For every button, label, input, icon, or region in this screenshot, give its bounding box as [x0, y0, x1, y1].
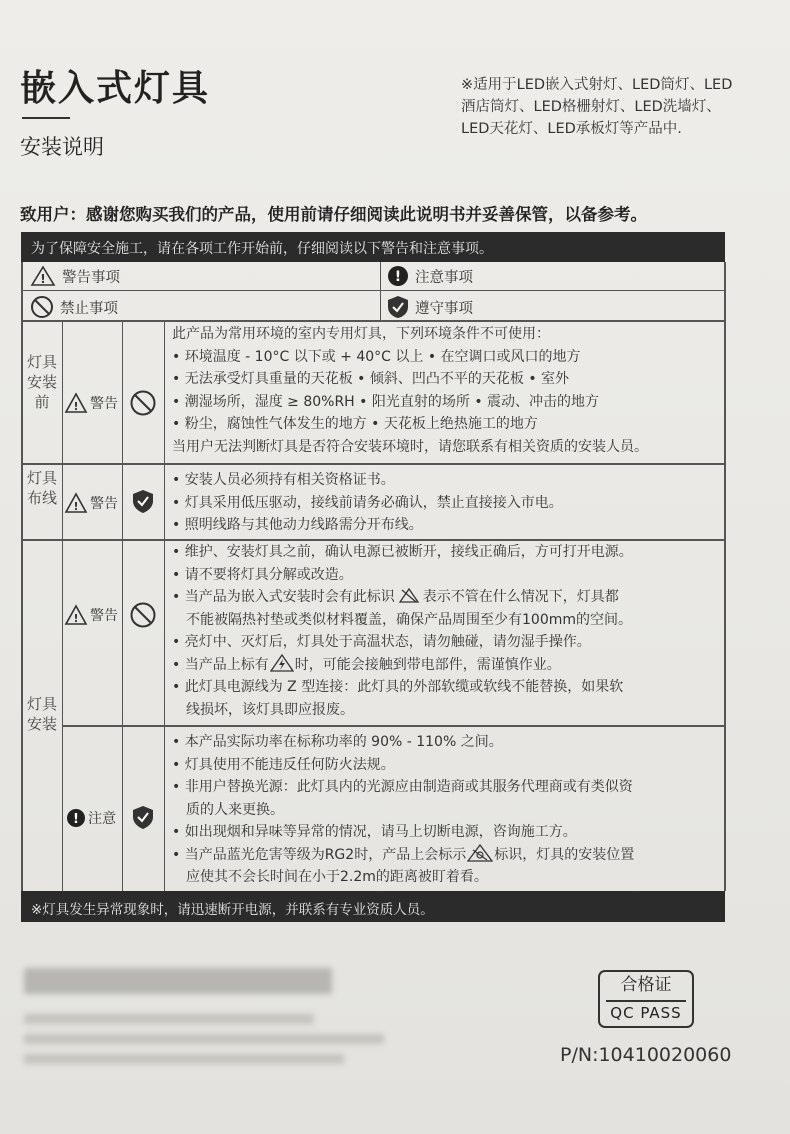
table-rule	[380, 262, 381, 320]
table-rule	[21, 290, 725, 291]
section-label-wiring: 灯具布线	[26, 469, 57, 507]
warning-triangle-icon	[64, 392, 88, 414]
section-label-installation: 灯具安装	[26, 695, 57, 733]
section-content-wiring: • 安装人员必须持有相关资格证书。 • 灯具采用低压驱动，接线前请务必确认，禁止直接接入市电。 • 照明线路与其他动力线路需分开布线。	[172, 472, 563, 533]
applicability-note: ※适用于LED嵌入式射灯、LED筒灯、LED酒店筒灯、LED格栅射灯、LED洗墙灯、LED天花灯、LED承板灯等产品中.	[461, 77, 733, 137]
level-warning: ! 警告	[64, 392, 118, 414]
prohibited-icon	[129, 389, 157, 417]
svg-text:!: !	[73, 812, 79, 827]
company-contact-blurred	[24, 1054, 344, 1064]
section-content-before-install: 此产品为常用环境的室内专用灯具，下列环境条件不可使用： • 环境温度 - 10°C 以下或 + 40°C 以上 • 在空调口或风口的地方 • 无法承受灯具重量的天花板 • 倾斜、凹凸不平的天花板 • 室外 • 潮湿场所，湿度 ≥ 80%RH • 阳光直射的场所 • 震动、冲击的地方 • 粉尘，腐蚀性气体发生的地方 • 天花板上绝热施工的地方 当用户无法判断灯具是否符合安装环境时，请您联系有相关资质的安装人员。	[172, 326, 648, 455]
svg-text:!: !	[40, 272, 46, 286]
company-address-blurred	[24, 1034, 384, 1044]
table-rule	[21, 320, 725, 322]
warning-triangle-icon	[30, 265, 56, 287]
legend-caution: ! 注意事项	[387, 265, 473, 287]
level-warning: ! 警告	[64, 492, 118, 514]
safety-header-bar	[21, 232, 725, 262]
warning-triangle-icon	[64, 492, 88, 514]
level-warning: ! 警告	[64, 604, 118, 626]
table-rule	[62, 725, 725, 727]
caution-circle-icon	[66, 808, 86, 828]
table-rule	[164, 320, 165, 891]
table-rule	[21, 463, 725, 465]
prohibited-icon	[30, 295, 54, 319]
svg-text:!: !	[73, 400, 79, 413]
section-content-install-caution: • 本产品实际功率在标称功率的 90% - 110% 之间。 • 灯具使用不能违反任何防火法规。 • 非用户替换光源：此灯具内的光源应由制造商或其服务代理商或有类似资 质的人来更换。 • 如出现烟和异味等异常的情况，请马上切断电源，咨询施工方。 • 当产品蓝光危害等级为RG2时，产品上会标示 标识，灯具的安装位置 应使其不会长时间在小于2.2m的距离被盯着看。	[172, 734, 635, 885]
page-subtitle: 安装说明	[20, 135, 104, 159]
emergency-footer-bar	[21, 891, 725, 922]
section-label-before-install: 灯具安装前	[26, 353, 57, 411]
prohibited-icon	[129, 601, 157, 629]
safety-header-text: 为了保障安全施工，请在各项工作开始前，仔细阅读以下警告和注意事项。	[31, 241, 493, 257]
intro-text: 致用户：感谢您购买我们的产品，使用前请仔细阅读此说明书并妥善保管，以备参考。	[20, 205, 647, 224]
legend-prohibited: 禁止事项	[30, 295, 118, 319]
company-logo-blurred	[24, 968, 332, 994]
svg-text:!: !	[394, 269, 402, 285]
shield-check-icon	[132, 489, 154, 514]
shield-check-icon	[387, 295, 409, 319]
company-address-blurred	[24, 1014, 314, 1024]
shield-check-icon	[132, 805, 154, 830]
caution-circle-icon	[387, 265, 409, 287]
part-number: P/N:10410020060	[560, 1044, 732, 1066]
svg-text:!: !	[73, 612, 79, 625]
no-cover-icon	[398, 587, 420, 603]
blue-light-hazard-icon	[467, 844, 493, 862]
table-rule	[122, 320, 123, 891]
section-content-install-warning: • 维护、安装灯具之前，确认电源已被断开，接线正确后，方可打开电源。 • 请不要将灯具分解或改造。 • 当产品为嵌入式安装时会有此标识 表示不管在什么情况下，灯具都 不能被隔热衬垫或类似材料覆盖，确保产品周围至少有100mm的空间。 • 亮灯中、灭灯后，灯具处于高温状态，请勿触碰，请勿湿手操作。 • 当产品上标有 时，可能会接触到带电部件，需谨慎作业。 • 此灯具电源线为 Z 型连接：此灯具的外部软缆或软线不能替换，如果软 线损坏，该灯具即应报废。	[172, 544, 633, 718]
page-title: 嵌入式灯具	[20, 68, 211, 109]
level-caution: ! 注意	[66, 808, 116, 828]
legend-comply: 遵守事项	[387, 295, 473, 319]
title-underline	[22, 117, 70, 119]
qc-pass-stamp: 合格证 QC PASS	[598, 970, 694, 1028]
warning-triangle-icon	[64, 604, 88, 626]
svg-text:!: !	[73, 500, 79, 513]
electric-hazard-icon	[270, 654, 294, 672]
table-border	[724, 262, 726, 891]
emergency-note: ※灯具发生异常现象时，请迅速断开电源，并联系有专业资质人员。	[31, 902, 434, 918]
legend-warning: ! 警告事项	[30, 265, 120, 287]
